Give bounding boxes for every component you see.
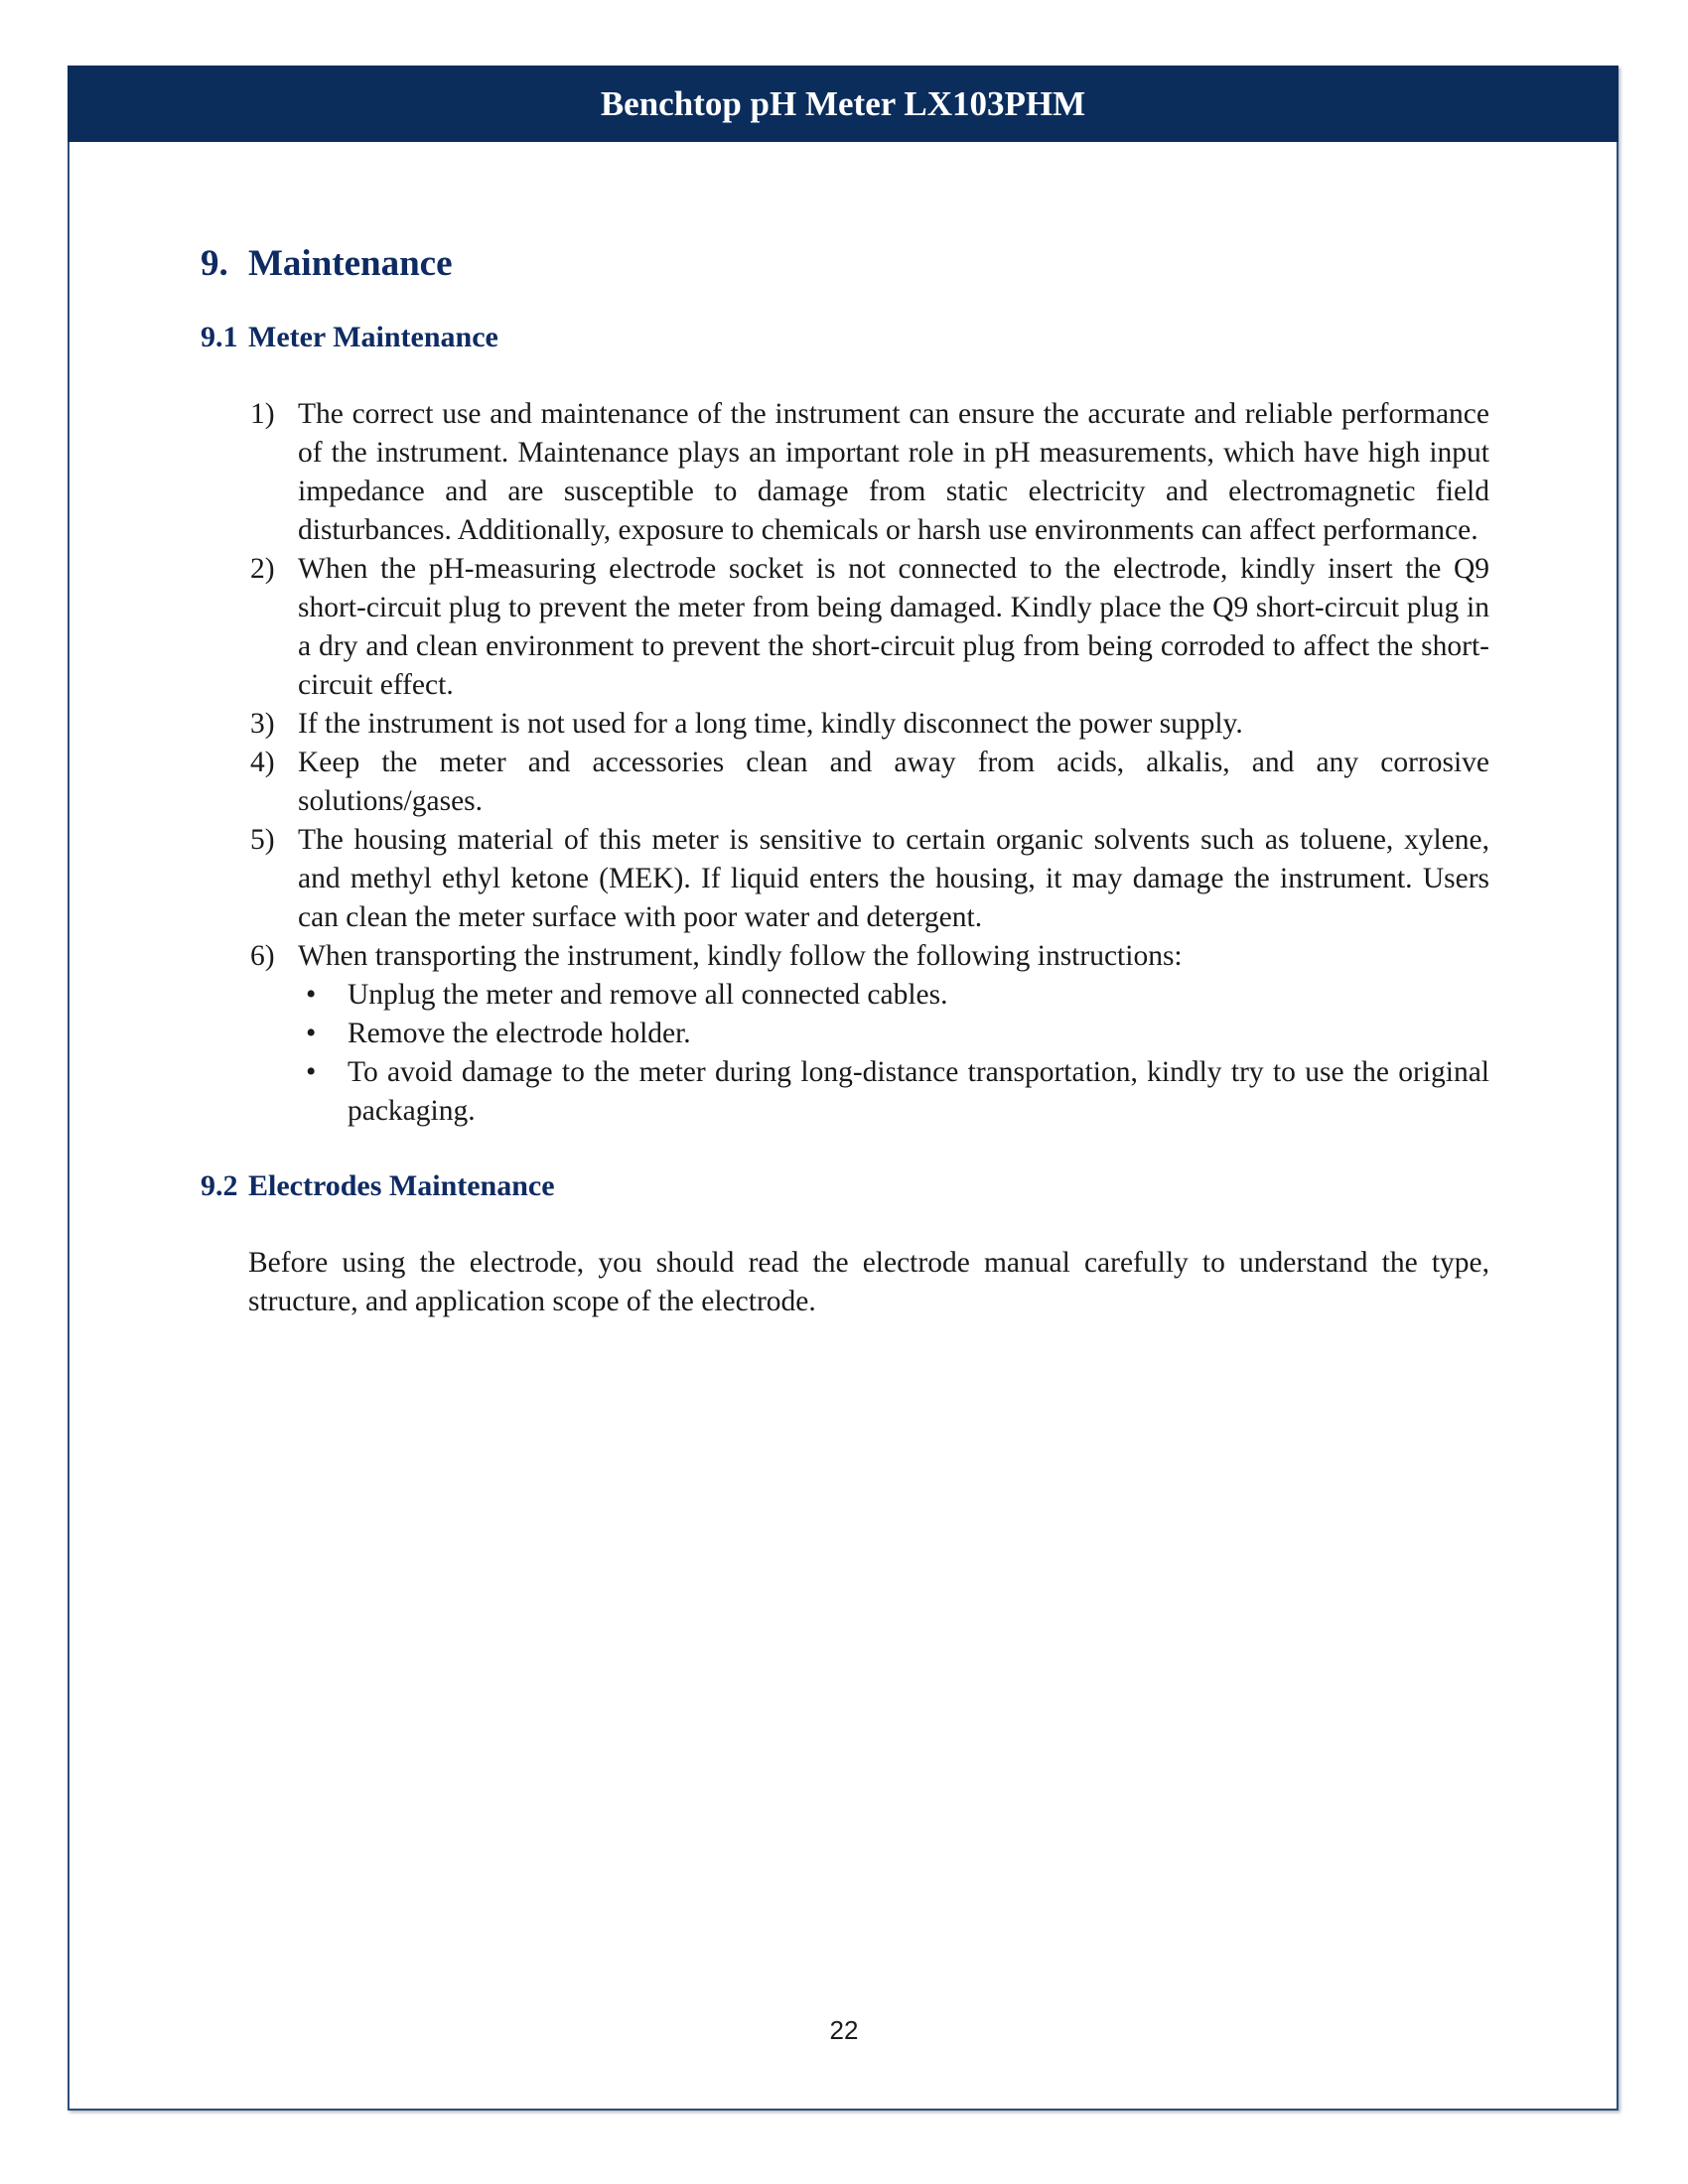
list-item-marker: 4)	[250, 747, 275, 778]
section-number: 9.	[201, 243, 228, 284]
list-item	[201, 550, 1489, 705]
list-item-text: When the pH-measuring electrode socket is not connected to the electrode, kindly insert the Q9 short-circuit plug to prevent the meter from being damaged. Kindly place the Q9 short-circuit plug in a dry and clean environment to prevent the short-circuit plug from being corroded to affect the short-circuit effect.	[298, 553, 1489, 701]
list-item-text: The correct use and maintenance of the instrument can ensure the accurate and reliable performance of the instrument. Maintenance plays an important role in pH measurements, which have high input impedance and are susceptible to damage from static electricity and electromagnetic field disturbances. Additionally, exposure to chemicals or harsh use environments can affect performance.	[298, 398, 1489, 546]
subsection-title: Electrodes Maintenance	[248, 1169, 555, 1202]
page-number: 22	[829, 2015, 859, 2045]
list-item	[201, 821, 1489, 937]
list-item-marker: 2)	[250, 553, 275, 585]
page-header	[68, 66, 1618, 142]
list-item	[201, 705, 1489, 744]
list-item-marker: 3)	[250, 708, 275, 740]
list-item-text: Keep the meter and accessories clean and away from acids, alkalis, and any corrosive solutions/gases.	[298, 747, 1489, 817]
subsection-number: 9.2	[201, 1169, 238, 1202]
subsection-title: Meter Maintenance	[248, 321, 498, 353]
list-item	[201, 937, 1489, 1131]
list-item-marker: 6)	[250, 940, 275, 972]
bullet-icon: •	[306, 979, 317, 1011]
transport-bullet-list	[298, 976, 1489, 1131]
bullet-text: Unplug the meter and remove all connected cables.	[348, 979, 948, 1011]
list-item-text: The housing material of this meter is sensitive to certain organic solvents such as toluene, xylene, and methyl ethyl ketone (MEK). If liquid enters the housing, it may damage the instrument. Users can clean the meter surface with poor water and detergent.	[298, 824, 1489, 933]
bullet-item	[298, 1053, 1489, 1131]
list-item-text: If the instrument is not used for a long time, kindly disconnect the power supply.	[298, 708, 1243, 740]
list-item	[201, 395, 1489, 550]
bullet-text: Remove the electrode holder.	[348, 1018, 691, 1049]
list-item-text: When transporting the instrument, kindly follow the following instructions:	[298, 940, 1183, 972]
electrodes-paragraph: Before using the electrode, you should read the electrode manual carefully to understand the type, structure, and application scope of the electrode.	[248, 1247, 1489, 1317]
section-heading	[201, 242, 1489, 286]
subsection-number: 9.1	[201, 321, 238, 353]
bullet-icon: •	[306, 1018, 317, 1049]
list-item-marker: 1)	[250, 398, 275, 430]
list-item	[201, 744, 1489, 821]
bullet-text: To avoid damage to the meter during long-distance transportation, kindly try to use the original packaging.	[348, 1056, 1489, 1127]
bullet-item	[298, 1015, 1489, 1053]
bullet-icon: •	[306, 1056, 317, 1088]
subsection-heading-meter	[201, 320, 1489, 355]
section-title: Maintenance	[248, 243, 453, 284]
subsection-heading-electrodes	[201, 1168, 1489, 1204]
maintenance-list	[201, 395, 1489, 1131]
page-content	[201, 224, 1489, 1321]
list-item-marker: 5)	[250, 824, 275, 856]
bullet-item	[298, 976, 1489, 1015]
header-title: Benchtop pH Meter LX103PHM	[600, 84, 1086, 123]
